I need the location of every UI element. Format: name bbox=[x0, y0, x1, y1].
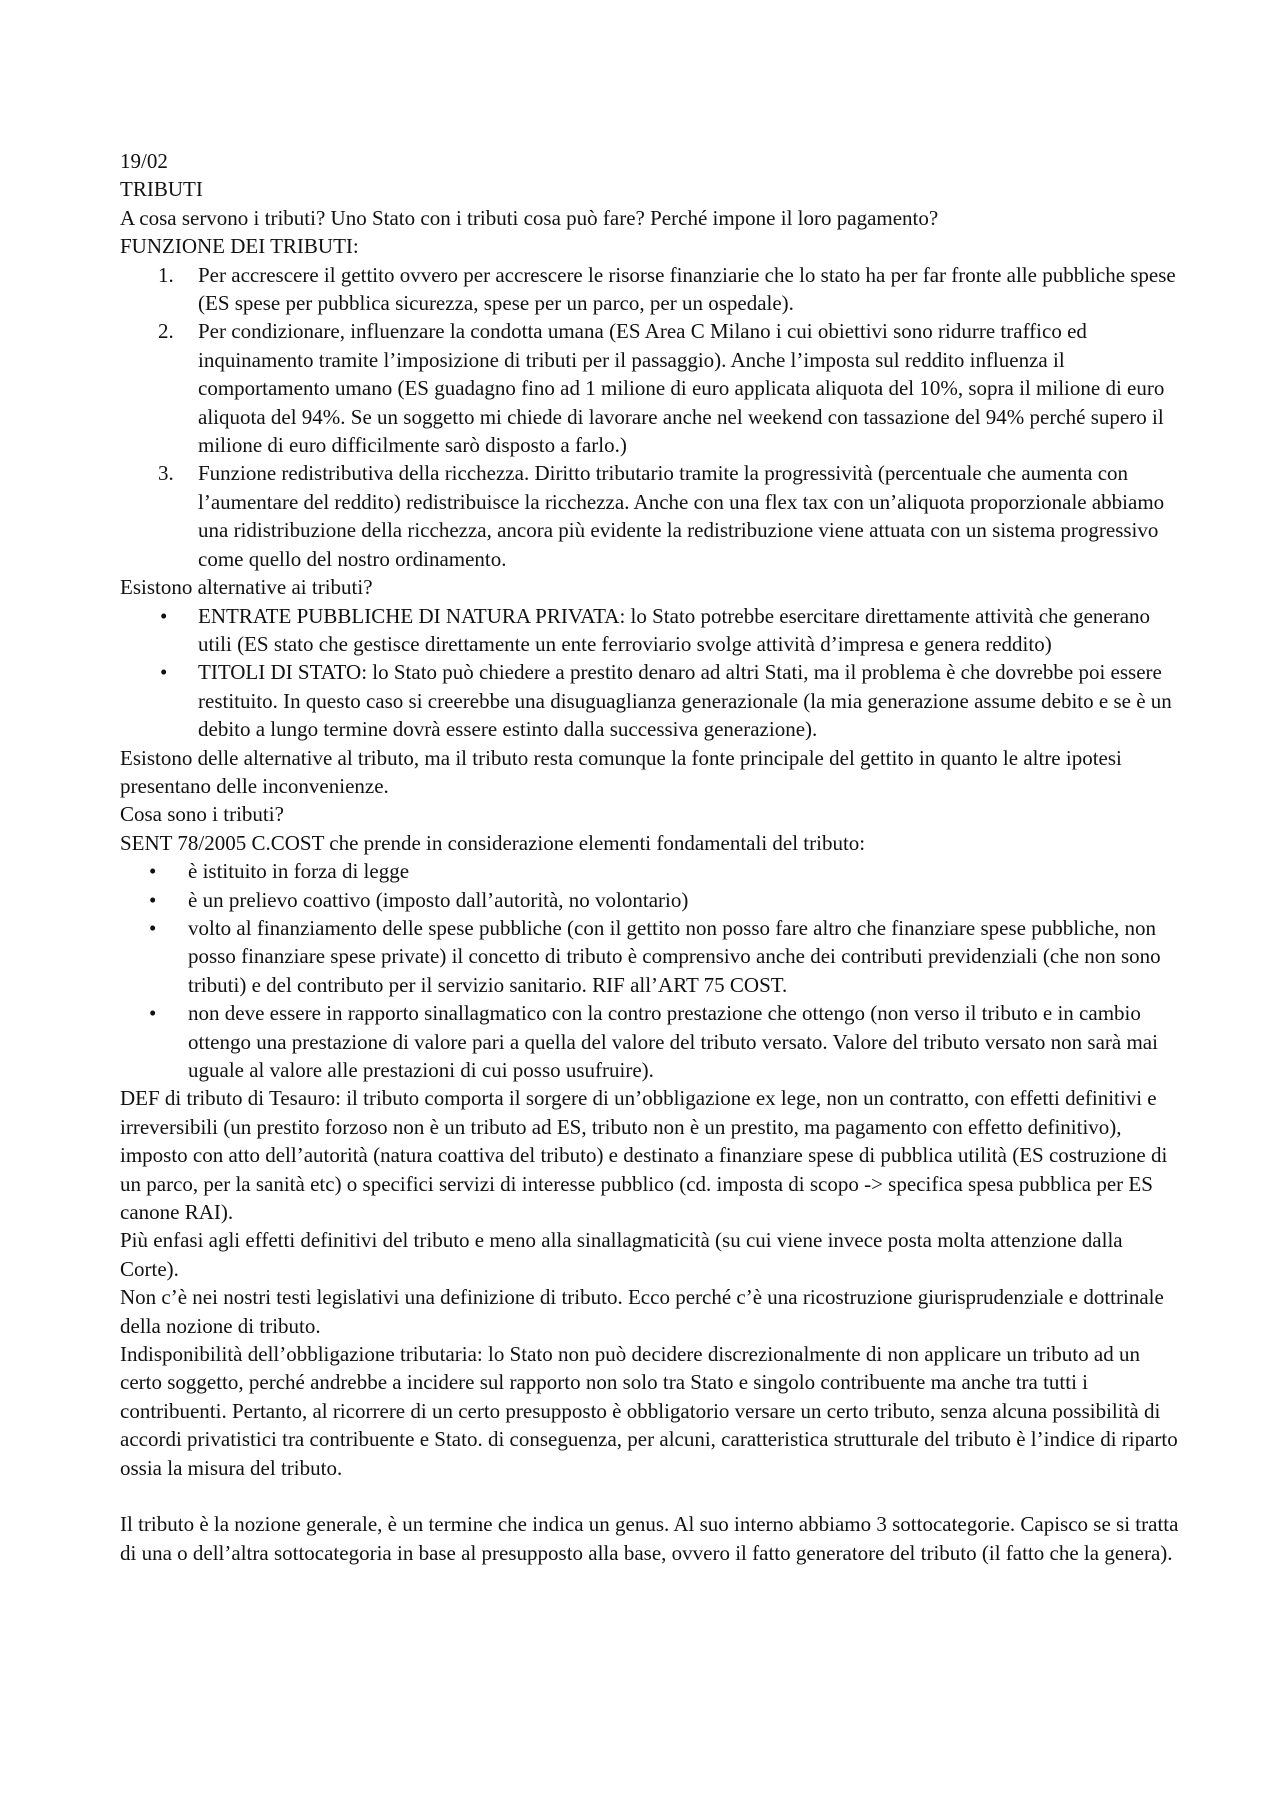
alternatives-list bbox=[120, 602, 1180, 744]
list-item bbox=[120, 602, 1180, 659]
paragraph-definition: DEF di tributo di Tesauro: il tributo comporta il sorgere di un’obbligazione ex lege, non un contratto, con effetti definitivi e irreversibili (un prestito forzoso non è un tributo ad ES, tributo non è un prestito, ma pagamento con effetto definitivo), imposto con atto dell’autorità (natura coattiva del tributo) e destinato a finanziare spese di pubblica utilità (ES costruzione di un parco, per la sanità etc) o specifici servizi di interesse pubblico (cd. imposta di scopo -> specifica spesa pubblica per ES canone RAI). bbox=[120, 1086, 1168, 1225]
list-item bbox=[120, 999, 1180, 1084]
date: 19/02 bbox=[120, 149, 168, 173]
bullet-icon: • bbox=[160, 660, 168, 685]
paragraph-genus: Il tributo è la nozione generale, è un termine che indica un genus. Al suo interno abbiamo 3 sottocategorie. Capisco se si tratta di una o dell’altra sottocategoria in base al presupposto alla base, ovvero il fatto generatore del tributo (il fatto che la genera). bbox=[120, 1512, 1179, 1565]
intro-question: A cosa servono i tributi? Uno Stato con i tributi cosa può fare? Perché impone il loro pagamento? bbox=[120, 205, 939, 230]
list-item-text: è istituito in forza di legge bbox=[188, 859, 410, 884]
list-item-text: volto al finanziamento delle spese pubbliche (con il gettito non posso fare altro che finanziare spese pubbliche, non posso finanziare spese private) il concetto di tributo è comprensivo anche dei contributi previdenziali (che non sono tributi) e del contributo per il servizio sanitario. RIF all’ART 75 COST. bbox=[188, 915, 1161, 997]
paragraph-emphasis: Più enfasi agli effetti definitivi del tributo e meno alla sinallagmaticità (su cui viene invece posta molta attenzione dalla Corte). bbox=[120, 1228, 1123, 1281]
list-item-text: ENTRATE PUBBLICHE DI NATURA PRIVATA: lo Stato potrebbe esercitare direttamente attività che generano utili (ES stato che gestisce direttamente un ente ferroviario svolge attività d’impresa e genera reddito) bbox=[198, 603, 1151, 656]
blank-line bbox=[120, 1482, 1180, 1510]
list-item bbox=[120, 459, 1180, 573]
list-item bbox=[120, 886, 1180, 914]
alternatives-heading: Esistono alternative ai tributi? bbox=[120, 575, 373, 600]
bullet-icon: • bbox=[149, 887, 157, 912]
list-item bbox=[120, 317, 1180, 459]
bullet-icon: • bbox=[149, 1001, 157, 1026]
paragraph-no-definition: Non c’è nei nostri testi legislativi una definizione di tributo. Ecco perché c’è una ricostruzione giurisprudenziale e dottrinale della nozione di tributo. bbox=[120, 1285, 1164, 1338]
list-item bbox=[120, 914, 1180, 999]
paragraph-indisponibility: Indisponibilità dell’obbligazione tributaria: lo Stato non può decidere discrezionalmente di non applicare un tributo ad un certo soggetto, perché andrebbe a incidere sul rapporto non solo tra Stato e singolo contribuente ma anche tra tutti i contribuenti. Pertanto, al ricorrere di un certo presupposto è obbligatorio versare un certo tributo, senza alcuna possibilità di accordi privatistici tra contribuente e Stato. di conseguenza, per alcuni, caratteristica strutturale del tributo è l’indice di riparto ossia la misura del tributo. bbox=[120, 1342, 1178, 1480]
list-item-text: Per condizionare, influenzare la condotta umana (ES Area C Milano i cui obiettivi sono ridurre traffico ed inquinamento tramite l’imposizione di tributi per il passaggio). Anche l’imposta sul reddito influenza il comportamento umano (ES guadagno fino ad 1 milione di euro applicata aliquota del 10%, sopra il milione di euro aliquota del 94%. Se un soggetto mi chiede di lavorare anche nel weekend con tassazione del 94% perché supero il milione di euro difficilmente sarò disposto a farlo.) bbox=[198, 319, 1165, 458]
list-item-text: non deve essere in rapporto sinallagmatico con la contro prestazione che ottengo (non verso il tributo e in cambio ottengo una prestazione di valore pari a quella del valore del tributo versato. Valore del tributo versato non sarà mai uguale al valore alle prestazioni di cui posso usufruire). bbox=[188, 1001, 1158, 1082]
page-title: TRIBUTI bbox=[120, 177, 203, 202]
functions-heading: FUNZIONE DEI TRIBUTI: bbox=[120, 234, 359, 259]
elements-list bbox=[120, 857, 1180, 1084]
list-item bbox=[120, 658, 1180, 743]
list-item-text: Funzione redistributiva della ricchezza. Diritto tributario tramite la progressività (percentuale che aumenta con l’aumentare del reddito) redistribuisce la ricchezza. Anche con una flex tax con un’aliquota proporzionale abbiamo una ridistribuzione della ricchezza, ancora più evidente la redistribuzione viene attuata con un sistema progressivo come quello del nostro ordinamento. bbox=[198, 461, 1165, 571]
bullet-icon: • bbox=[149, 915, 157, 940]
bullet-icon: • bbox=[149, 859, 157, 884]
list-item bbox=[120, 261, 1180, 318]
what-heading: Cosa sono i tributi? bbox=[120, 802, 284, 827]
functions-list bbox=[120, 261, 1180, 573]
list-item-text: TITOLI DI STATO: lo Stato può chiedere a prestito denaro ad altri Stati, ma il problema è che dovrebbe poi essere restituito. In questo caso si creerebbe una disuguaglianza generazionale (la mia generazione assume debito e se è un debito a lungo termine dovrà essere estinto dalla successiva generazione). bbox=[198, 660, 1172, 742]
list-item-text: Per accrescere il gettito ovvero per accrescere le risorse finanziarie che lo stato ha per far fronte alle pubbliche spese (ES spese per pubblica sicurezza, spese per un parco, per un ospedale). bbox=[198, 262, 1176, 316]
list-number: 3. bbox=[158, 461, 174, 486]
list-number: 1. bbox=[158, 262, 174, 287]
document-page bbox=[120, 147, 1180, 1567]
list-number: 2. bbox=[158, 319, 174, 344]
sentence-intro: SENT 78/2005 C.COST che prende in considerazione elementi fondamentali del tributo: bbox=[120, 830, 866, 855]
alternatives-conclusion: Esistono delle alternative al tributo, ma il tributo resta comunque la fonte principale del gettito in quanto le altre ipotesi presentano delle inconvenienze. bbox=[120, 745, 1122, 798]
bullet-icon: • bbox=[160, 603, 168, 628]
list-item bbox=[120, 857, 1180, 885]
list-item-text: è un prelievo coattivo (imposto dall’autorità, no volontario) bbox=[188, 887, 689, 912]
